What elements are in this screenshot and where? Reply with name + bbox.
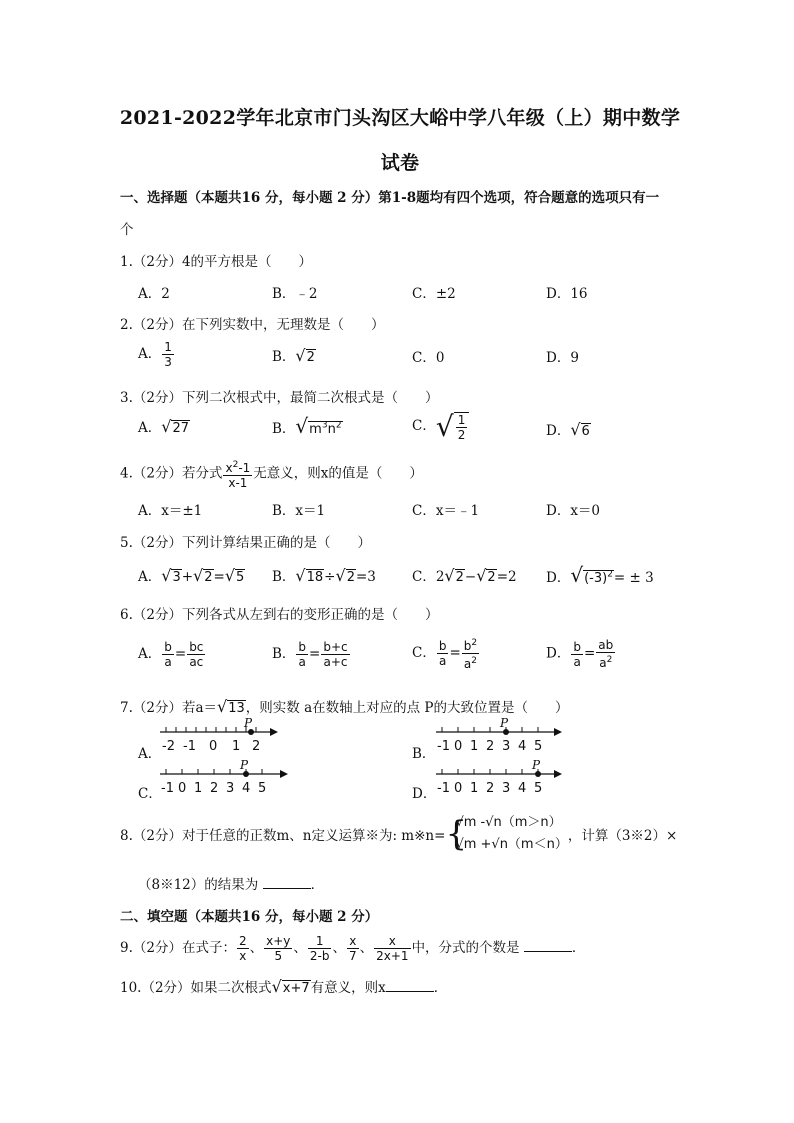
tick-label: 1 [470,739,479,754]
tick-label: -2 [162,739,175,754]
question-5-option-a[interactable]: A．√3+√2=√5 [138,566,245,585]
question-7-option-a-number-line[interactable] [158,718,278,764]
question-6-option-c[interactable]: C． $\frac{b}{a}$ = $\frac{b^2}{a^2}$ [412,638,478,671]
question-7-option-c-number-line[interactable] [158,760,290,806]
tick-marks [442,769,538,774]
arrow-icon [270,728,278,736]
question-3-option-b[interactable] [272,414,343,438]
question-4-option-c[interactable]: C．x＝﹣1 [412,503,480,519]
question-3-stem: 3.（2分）下列二次根式中，最简二次根式是（ ） [120,390,439,406]
tick-label: 3 [226,781,235,796]
tick-label: 0 [178,781,187,796]
radical: √2 [295,346,315,365]
radical: $√m^3n^2$ [295,414,342,438]
option-label: C． [412,418,436,434]
question-2-option-b[interactable] [272,345,316,365]
question-7-option-d-label[interactable]: D． [412,786,437,802]
tick-label: 3 [502,781,511,796]
answer-blank[interactable] [524,939,572,952]
radical: √27 [161,417,189,436]
question-1-option-d[interactable]: D．16 [546,286,588,302]
tick-label: 1 [194,781,203,796]
page-title-line1: 2021-2022学年北京市门头沟区大峪中学八年级（上）期中数学 [119,107,681,129]
question-5-option-b[interactable]: B．√18÷√2=3 [272,566,376,585]
tick-label: 4 [242,781,251,796]
radical: √6 [570,420,590,439]
question-3-option-d[interactable] [546,419,591,439]
question-2-option-d[interactable]: D．9 [546,350,579,366]
tick-label: 2 [486,781,495,796]
option-label: B． [272,349,296,365]
piecewise-definition: { √m -√n（m＞n） √m +√n（m＜n） [445,814,568,854]
question-1-option-b[interactable]: B．﹣2 [272,286,318,302]
page-title-line2: 试卷 [380,152,420,174]
question-7-option-d-number-line[interactable] [434,760,564,806]
point-label: P [532,760,541,772]
tick-marks [166,727,256,732]
question-2-option-a[interactable] [138,340,175,369]
question-7-option-b-label[interactable]: B． [412,746,436,762]
option-label: D． [546,423,571,439]
question-10-stem: 10.（2分）如果二次根式√x+7有意义，则x ． [120,977,448,996]
question-5-option-c[interactable]: C．2√2−√2=2 [412,566,517,585]
question-6-option-b[interactable]: B． $\frac{b}{a}$ = $\frac{b+c}{a+c}$ [272,640,348,669]
option-label: B． [272,421,296,437]
question-5-stem: 5.（2分）下列计算结果正确的是（ ） [120,535,371,551]
section2-heading: 二、填空题（本题共16 分，每小题 2 分） [120,909,379,925]
question-1-stem: 1.（2分）4的平方根是（ ） [120,254,313,270]
question-4-stem: 4.（2分）若分式 $\frac{x^2-1}{x-1}$ 无意义，则x的值是（ ） [120,460,423,490]
section1-heading-cont: 个 [120,222,134,238]
tick-label: 4 [518,739,527,754]
section1-heading: 一、选择题（本题共16 分，每小题 2 分）第1-8题均有四个选项，符合题意的选项只有一 [120,190,660,206]
tick-label: 2 [486,739,495,754]
tick-label: -1 [161,781,174,796]
tick-label: 4 [518,781,527,796]
question-8-stem-cont: （8※12）的结果为 ． [138,877,325,893]
question-7-stem: 7.（2分）若a＝√13，则实数 a在数轴上对应的点 P的大致位置是（ ） [120,697,569,716]
question-2-option-c[interactable]: C．0 [412,350,445,366]
question-7-option-a-label[interactable]: A． [138,746,162,762]
tick-label: 0 [454,781,463,796]
tick-marks [442,727,538,732]
tick-label: 2 [252,739,261,754]
question-3-option-c[interactable] [412,410,469,443]
fraction: $\frac{1}{3}$ [164,340,172,369]
question-7-option-b-number-line[interactable] [434,718,564,764]
tick-label: 1 [470,781,479,796]
tick-label: 1 [232,739,241,754]
question-4-option-a[interactable]: A．x＝±1 [138,503,203,519]
tick-label: 3 [502,739,511,754]
option-label: A． [138,420,162,436]
tick-label: 5 [534,739,543,754]
question-1-option-a[interactable]: A．2 [138,286,170,302]
question-5-option-d[interactable]: D．$√(-3)^2= \pm 3$ [546,563,654,587]
tick-label: -1 [437,739,450,754]
point-label: P [240,760,249,772]
question-1-option-c[interactable]: C．±2 [412,286,456,302]
tick-label: 5 [534,781,543,796]
tick-label: 2 [210,781,219,796]
answer-blank[interactable] [386,979,434,992]
tick-label: 0 [209,739,218,754]
question-6-option-d[interactable]: D． $\frac{b}{a}$ = $\frac{ab}{a^2}$ [546,638,614,670]
radical: √ $\frac{1}{2}$ [436,410,469,443]
tick-label: -1 [183,739,196,754]
arrow-icon [280,770,288,778]
fraction: $\frac{x^2-1}{x-1}$ [225,460,251,490]
question-7-option-c-label[interactable]: C． [138,786,162,802]
question-2-stem: 2.（2分）在下列实数中，无理数是（ ） [120,317,385,333]
question-4-option-d[interactable]: D．x＝0 [546,503,601,519]
question-6-option-a[interactable]: A． $\frac{b}{a}$ = $\frac{bc}{ac}$ [138,640,204,669]
tick-label: 5 [258,781,267,796]
question-8-stem: 8.（2分）对于任意的正数m、n定义运算※为: m※n= { √m -√n（m＞n） √m +√n（m＜n） ，计算（3※2）× [120,814,678,854]
point-label: P [244,718,253,730]
question-9-stem: 9.（2分）在式子： $\frac{2}{x}$ 、 $\frac{x+y}{5}$ 、 $\frac{1}{2-b}$ 、 $\frac{x}{7}$ 、 $\frac{x}{2x+1}$ 中，分式的个数是 ． [120,934,586,963]
point-label: P [500,718,509,730]
arrow-icon [554,770,562,778]
tick-label: -1 [437,781,450,796]
answer-blank[interactable] [263,876,311,889]
question-6-stem: 6.（2分）下列各式从左到右的变形正确的是（ ） [120,607,439,623]
question-3-option-a[interactable] [138,416,190,436]
option-label: A． [138,346,162,362]
tick-label: 0 [454,739,463,754]
arrow-icon [554,728,562,736]
question-4-option-b[interactable]: B．x＝1 [272,503,326,519]
